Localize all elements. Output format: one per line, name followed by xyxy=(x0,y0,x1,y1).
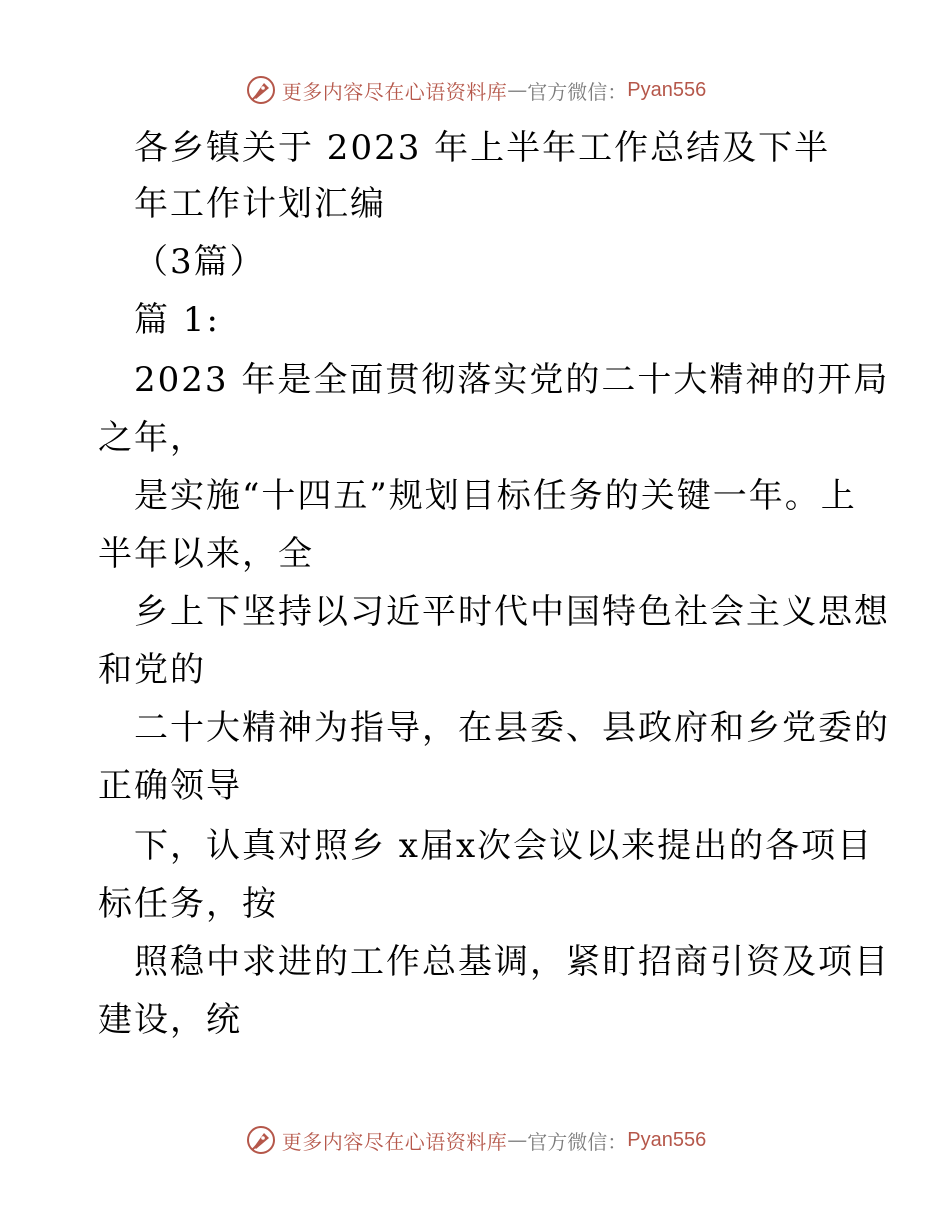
pen-nib-logo-icon xyxy=(244,1123,278,1157)
paragraph-line: 2023 年是全面贯彻落实党的二十大精神的开局 xyxy=(134,360,890,400)
official-label: 官方微信： xyxy=(527,79,628,104)
paragraph-line: 乡上下坚持以习近平时代中国特色社会主义思想 xyxy=(134,592,890,632)
paragraph-line: 下，认真对照乡 x届x次会议以来提出的各项目 xyxy=(134,826,874,866)
pen-nib-logo-icon xyxy=(244,73,278,107)
paragraph-line: 和党的 xyxy=(98,650,206,690)
wechat-id: Pyan556 xyxy=(627,78,707,101)
site-text: 更多内容尽在心语资料库 xyxy=(281,79,508,104)
wechat-id: Pyan556 xyxy=(627,1128,707,1151)
official-label: 官方微信： xyxy=(527,1129,628,1154)
paragraph-line: 是实施“十四五”规划目标任务的关键一年。上 xyxy=(134,476,857,516)
title-line-2: 年工作计划汇编 xyxy=(134,184,386,224)
site-text: 更多内容尽在心语资料库 xyxy=(281,1129,508,1154)
separator: — xyxy=(507,1128,528,1152)
paragraph-line: 之年， xyxy=(98,418,206,458)
header-banner xyxy=(0,70,950,110)
paragraph-line: 二十大精神为指导，在县委、县政府和乡党委的 xyxy=(134,708,890,748)
footer-banner xyxy=(0,1120,950,1160)
paragraph-line: 正确领导 xyxy=(98,766,242,806)
paragraph-line: 半年以来，全 xyxy=(98,534,314,574)
paragraph-line: 标任务，按 xyxy=(98,884,278,924)
paragraph-line: 建设，统 xyxy=(98,1000,242,1040)
title-line-1: 各乡镇关于 2023 年上半年工作总结及下半 xyxy=(134,128,831,168)
article-count: （3篇） xyxy=(134,242,266,282)
paragraph-line: 照稳中求进的工作总基调，紧盯招商引资及项目 xyxy=(134,942,890,982)
separator: — xyxy=(507,78,528,102)
section-label: 篇 1: xyxy=(134,300,220,340)
